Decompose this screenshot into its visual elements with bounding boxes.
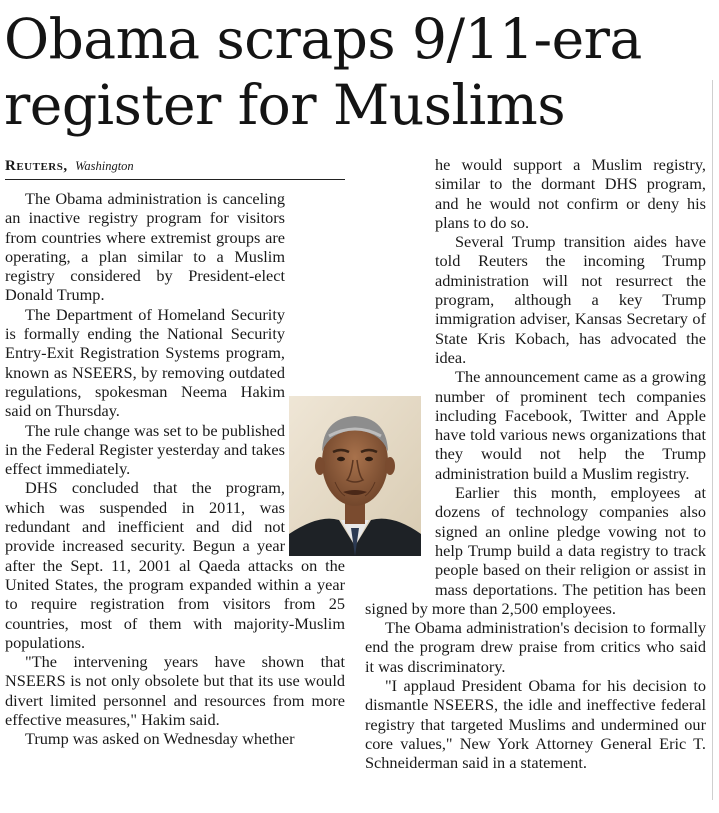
paragraph: Trump was asked on Wednesday whether <box>25 729 295 749</box>
headline-line-1: Obama scraps 9/11-era <box>4 7 642 71</box>
paragraph: The Department of Homeland Security is formally ending the National Security Entry-Exit Registration Systems program, known as NSEERS, by removing outdated regulations, spokesman Neema Hakim said on Thursday. <box>5 304 285 421</box>
paragraph: The Obama administration's decision to formally end the program drew praise from critics who said it was discriminatory. <box>365 618 706 676</box>
paragraph: he would support a Muslim registry, similar to the dormant DHS program, and he would not confirm or deny his plans to do so. <box>435 155 706 232</box>
portrait-photo <box>289 396 421 556</box>
paragraph: "I applaud President Obama for his decision to dismantle NSEERS, the idle and ineffective federal registry that targeted Muslims and undermined our core values," New York Attorney General Eric T. Schneiderman said in a statement. <box>365 676 706 773</box>
byline <box>5 157 345 180</box>
dateline-location: Washington <box>75 159 134 173</box>
headline-line-2: register for Muslims <box>4 73 566 137</box>
paragraph: The rule change was set to be published in the Federal Register yesterday and takes effect immediately. <box>5 420 285 479</box>
headline <box>4 6 704 138</box>
paragraph: "The intervening years have shown that NSEERS is not only obsolete but that its use would divert limited personnel and resources from more effective measures," Hakim said. <box>5 652 345 730</box>
paragraph: The announcement came as a growing number of prominent tech companies including Facebook, Twitter and Apple have told various news organizations that they would not help the Trump administration build a Muslim registry. <box>435 367 706 483</box>
paragraph: DHS concluded that the program, which was suspended in 2011, was redundant and inefficient and did not provide increased security. Begun a year after the Sept. 11, 2001 al Qaeda attacks on the United States, the program expanded within a year to require registration from visitors from 25 countries, most of them with majority-Muslim populations. <box>5 478 345 652</box>
paragraph: Earlier this month, employees at dozens of technology companies also signed an online pledge vowing not to help Trump build a data registry to track people based on their religion or assist in mass deportations. The petition has been signed by more than 2,500 employees. <box>365 483 706 618</box>
paragraph: Several Trump transition aides have told Reuters the incoming Trump administration will not resurrect the program, although a key Trump immigration adviser, Kansas Secretary of State Kris Kobach, has advocated the idea. <box>435 232 706 367</box>
paragraph: The Obama administration is canceling an inactive registry program for visitors from countries where extremist groups are operating, a plan similar to a Muslim registry considered by President-elect Donald Trump. <box>5 189 285 305</box>
agency-name: Reuters, <box>5 158 68 174</box>
page-edge-rule <box>712 80 713 800</box>
